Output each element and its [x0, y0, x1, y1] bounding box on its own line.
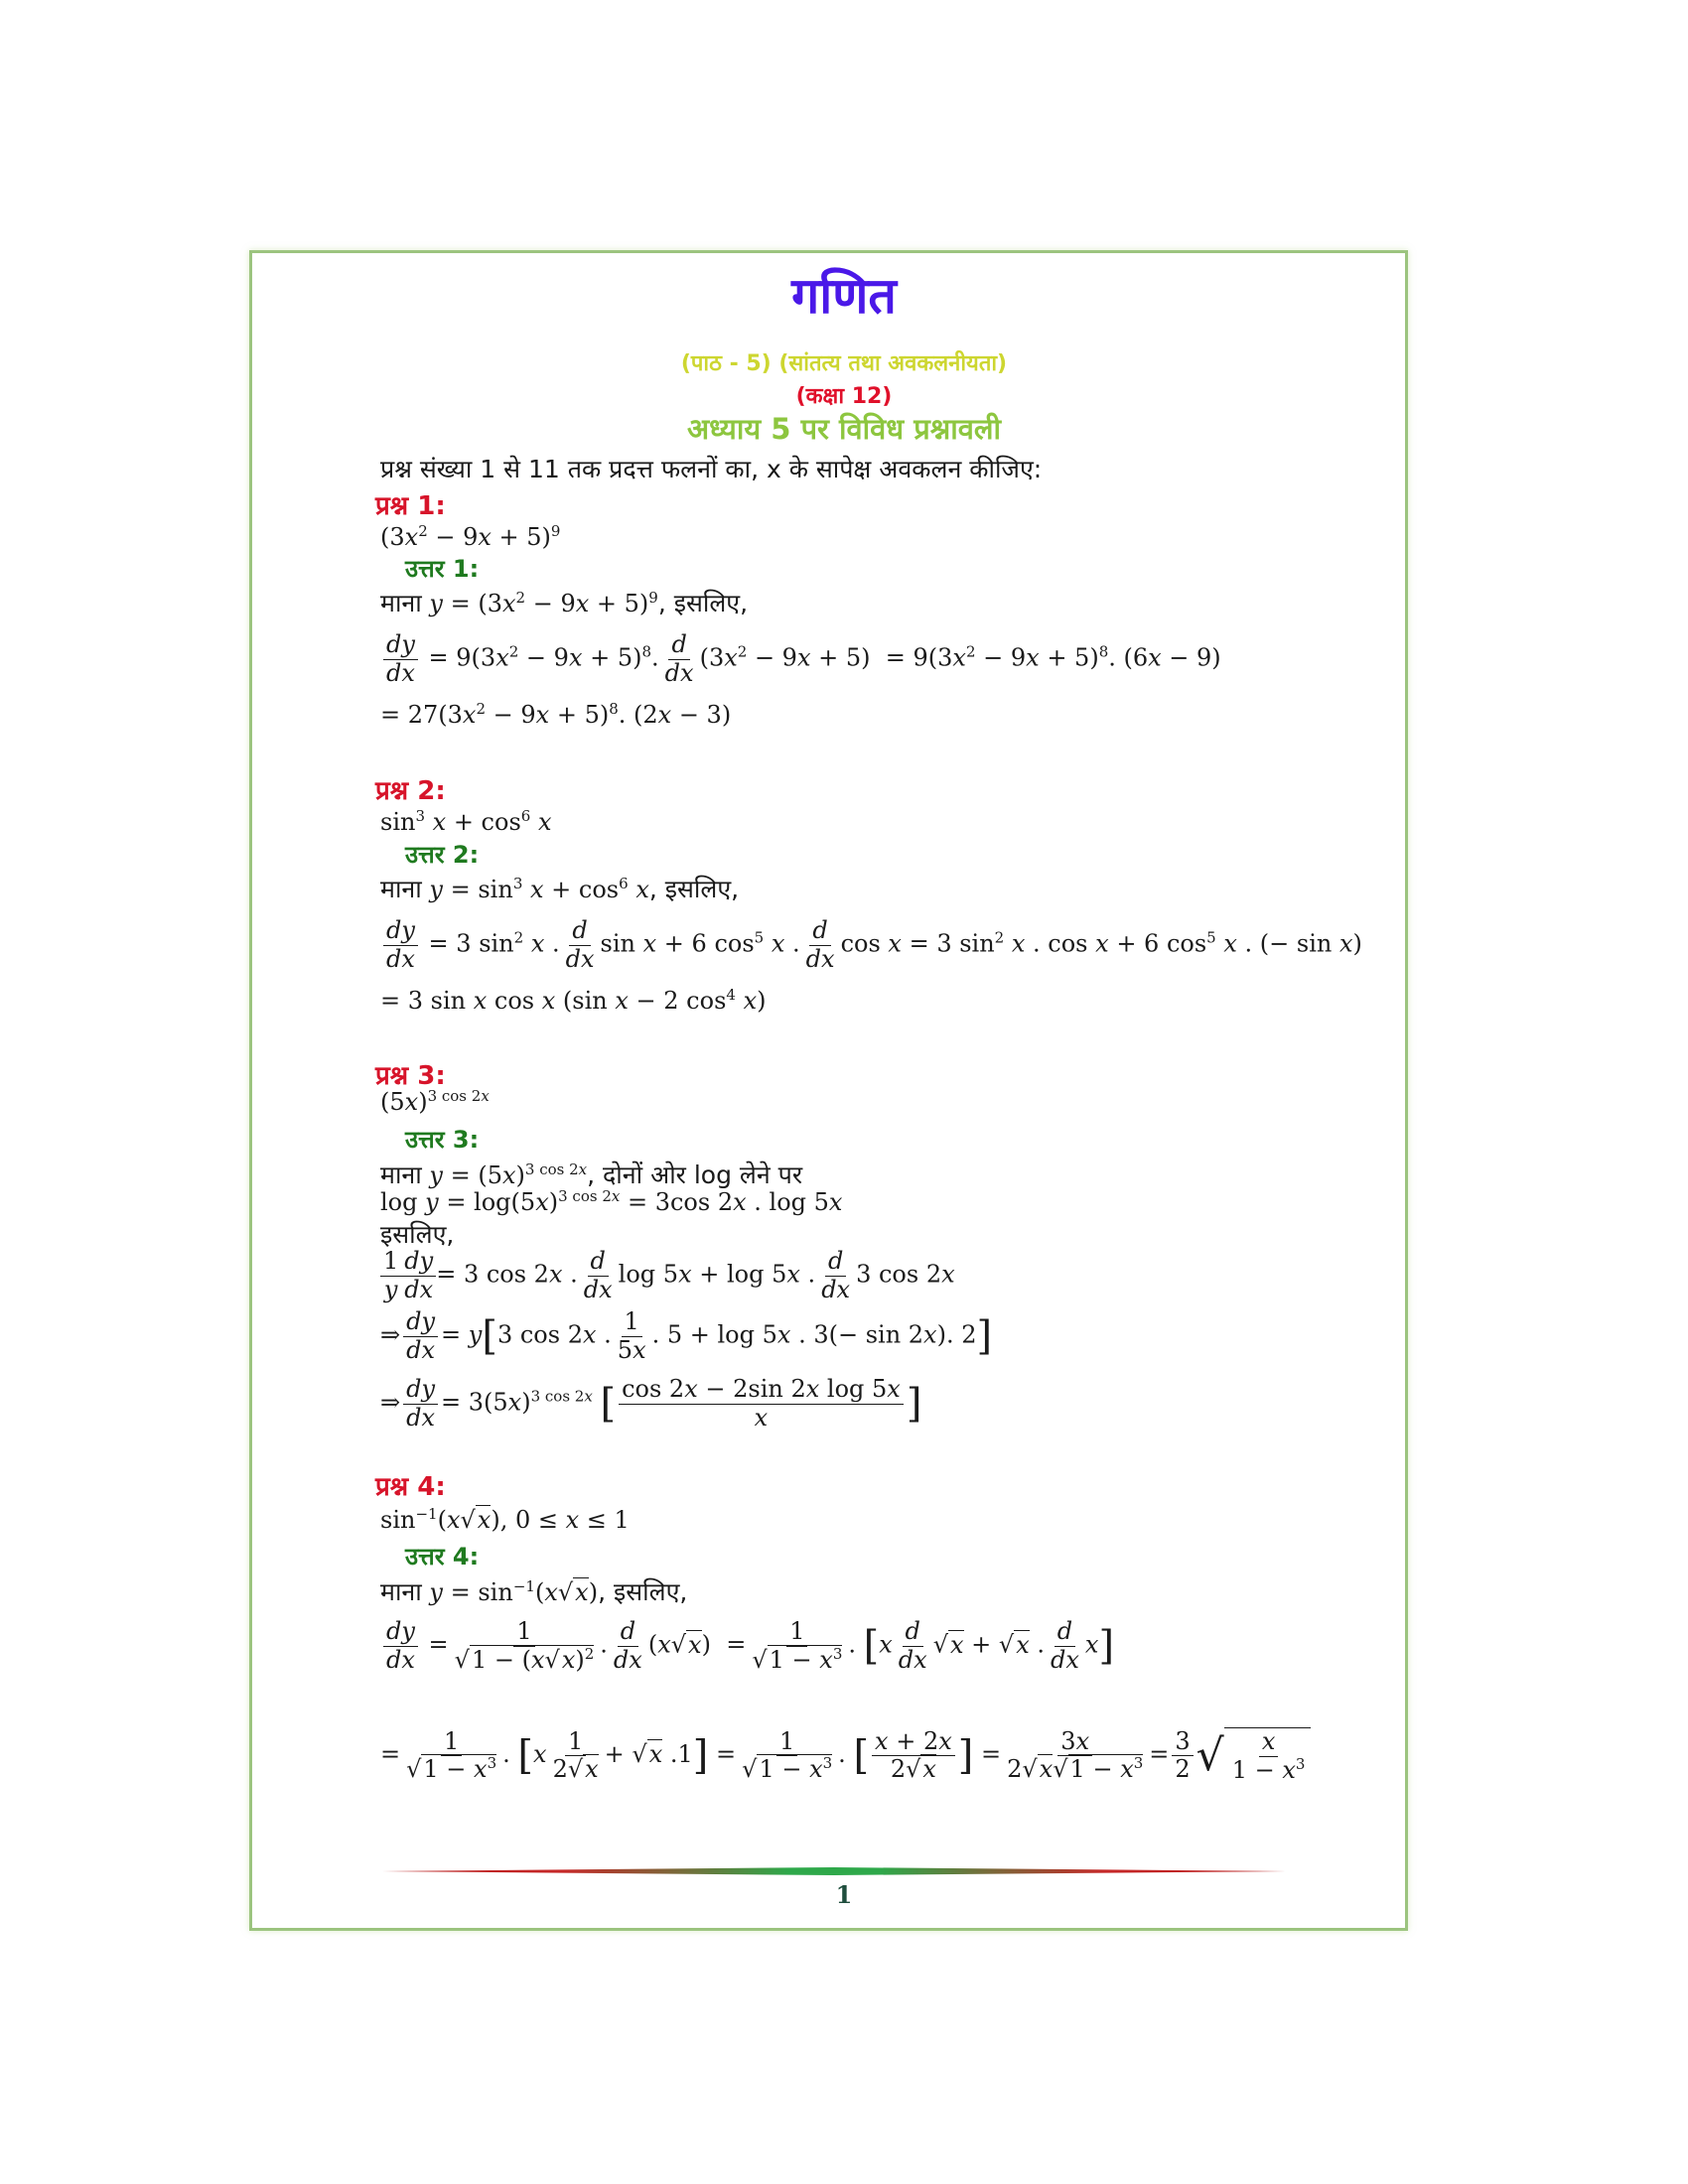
answer-1-label: उत्तर 1:	[405, 555, 480, 583]
answer-1-step-3: = $27(3x^2 - 9x + 5)^8$. (2x − 3)	[380, 700, 732, 729]
page-number: 1	[835, 1880, 853, 1909]
answer-2-step-3: = 3 sin x cos x (sin x − 2 $\cos^4 x$)	[380, 986, 767, 1015]
answer-2-label: उत्तर 2:	[405, 841, 480, 869]
instruction-text: प्रश्न संख्या 1 से 11 तक प्रदत्त फलनों का, x के सापेक्ष अवकलन कीजिए:	[380, 455, 1043, 483]
question-4-label: प्रश्न 4:	[375, 1472, 446, 1502]
page-title: गणित	[791, 267, 897, 325]
question-2-label: प्रश्न 2:	[375, 776, 446, 806]
answer-1-step-2: $\frac{dy}{dx}$ = $9(3x^2 - 9x + 5)^8$. $\frac{d}{dx}$ $(3x^2 - 9x + 5) = 9(3x^2 - 9x + 5)^8$. (6x − 9)	[380, 631, 1221, 687]
answer-3-step-3: इसलिए,	[380, 1220, 455, 1249]
answer-4-label: उत्तर 4:	[405, 1543, 480, 1570]
answer-2-step-1: माना $y = \sin^3 x + \cos^6 x$, इसलिए,	[380, 875, 740, 903]
chapter-heading: अध्याय 5 पर विविध प्रश्नावली	[686, 412, 1002, 446]
lesson-subtitle: (पाठ - 5) (सांतत्य तथा अवकलनीयता)	[680, 351, 1008, 376]
question-3-label: प्रश्न 3:	[375, 1061, 446, 1091]
question-4-expression: $\sin^{-1}(x√x)$, 0 ≤ x ≤ 1	[380, 1505, 630, 1534]
answer-4-step-2: $\frac{dy}{dx}$ = $\frac{1}{√1 - (x√x)^2}$ . $\frac{d}{dx}$ (x√x) = $\frac{1}{√1 - x^3}$ . [x $\frac{d}{dx}$ √x + √x . $\frac{d}{dx}$ x]	[380, 1618, 1114, 1674]
answer-3-label: उत्तर 3:	[405, 1126, 480, 1154]
answer-1-step-1: माना $y = (3x^2 - 9x + 5)^9$, इसलिए,	[380, 589, 749, 617]
question-1-label: प्रश्न 1:	[375, 491, 446, 521]
answer-3-step-5: ⇒ $\frac{dy}{dx}$ = y[3 cos 2x . $\frac{1}{5x}$ . 5 + log 5x . 3(− sin 2x). 2]	[380, 1307, 993, 1364]
question-2-expression: $\sin^3 x + \cos^6 x$	[380, 807, 552, 836]
answer-2-step-2: $\frac{dy}{dx}$ = 3 $\sin^2 x$ . $\frac{d}{dx}$ sin x + 6 $\cos^5 x$ . $\frac{d}{dx}$ cos x = 3 $\sin^2 x$ . cos x + 6 $\cos^5 x$ . (− sin x)	[380, 917, 1362, 973]
answer-4-step-1: माना $y = \sin^{-1}(x√x)$, इसलिए,	[380, 1577, 688, 1606]
answer-3-step-1: माना $y = (5x)^{3 cos 2x}$, दोनों ओर log लेने पर	[380, 1160, 803, 1189]
answer-3-step-6: ⇒ $\frac{dy}{dx}$ = $3(5x)^{3 cos 2x}$ [ $\frac{\text{cos 2x − 2sin 2x log 5x}}{x}$ ]	[380, 1375, 922, 1432]
question-1-expression: $(3x^2 - 9x + 5)^9$	[380, 522, 561, 551]
answer-3-step-4: $\frac{1}{y}$ $\frac{dy}{dx}$ = 3 cos 2x . $\frac{d}{dx}$ log 5x + log 5x . $\frac{d}{dx}$ 3 cos 2x	[380, 1248, 955, 1303]
question-3-expression: $(5x)^{3 cos 2x}$	[380, 1087, 490, 1116]
class-label: (कक्षा 12)	[795, 384, 893, 409]
answer-3-step-2: $\log y = \log(5x)^{3 cos 2x} = 3\cos$ 2x . log 5x	[380, 1187, 843, 1216]
answer-4-step-3: = $\frac{1}{√1 - x^3}$ . [x $\frac{1}{2√x}$ + √x .1] = $\frac{1}{√1 - x^3}$ . [ $\frac{x + 2x}{2√x}$ ] = $\frac{3x}{2√x√1 - x^3}$ = $\frac{3}{2}$ √ $\frac{x}{1 - x^3}$	[380, 1727, 1311, 1784]
